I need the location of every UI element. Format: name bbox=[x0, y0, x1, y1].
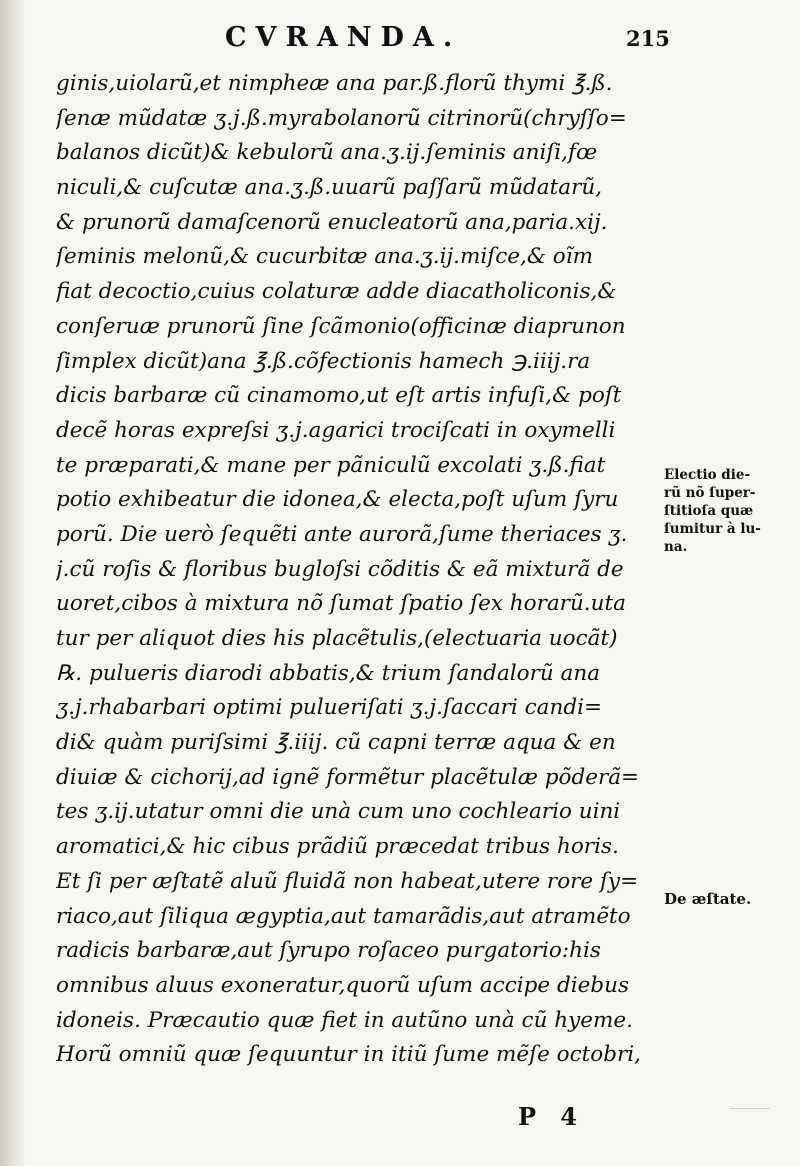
text-line: dicis barbaræ cũ cinamomo,ut eſt artis infuſi,& poſt bbox=[56, 383, 622, 409]
marginal-note-line: ſtitioſa quæ bbox=[664, 503, 754, 519]
text-line: tur per aliquot dies his placẽtulis,(electuaria uocãt) bbox=[56, 626, 618, 651]
text-line: niculi,& cuſcutæ ana.ʒ.ß.uuarũ paſſarũ mũdatarũ, bbox=[56, 175, 603, 201]
page-number: 215 bbox=[626, 26, 670, 51]
text-line: Horũ omniũ quæ ſequuntur in itiũ ſume mẽſe octobri, bbox=[56, 1042, 641, 1068]
marginal-note-line: na. bbox=[664, 539, 688, 555]
text-line: ſeminis melonũ,& cucurbitæ ana.ʒ.ij.miſce,& oĩm bbox=[56, 244, 594, 270]
text-line: aromatici,& hic cibus prãdiũ præcedat tribus horis. bbox=[56, 834, 619, 860]
text-line: potio exhibeatur die idonea,& electa,poſt uſum ſyru bbox=[56, 487, 619, 513]
text-line: di& quàm puriſsimi ℥.iiij. cũ capni terræ aqua & en bbox=[56, 730, 616, 756]
text-line: conſeruæ prunorũ ſine ſcãmonio(officinæ diaprunon bbox=[56, 313, 626, 339]
text-line: Et ſi per æſtatẽ aluũ fluidã non habeat,utere rore ſy= bbox=[56, 868, 639, 894]
text-line: omnibus aluus exoneratur,quorũ uſum accipe diebus bbox=[56, 972, 629, 998]
text-line: decẽ horas expreſsi ʒ.j.agarici trociſcati in oxymelli bbox=[56, 417, 616, 443]
text-line: & prunorũ damaſcenorũ enucleatorũ ana,paria.xij. bbox=[56, 209, 608, 235]
text-line: balanos dicũt)& kebulorũ ana.ʒ.ij.ſeminis aniſi,fœ bbox=[56, 140, 598, 166]
text-line: te præparati,& mane per pãniculũ excolati ʒ.ß.fiat bbox=[56, 452, 606, 478]
text-line: ginis,uiolarũ,et nimpheæ ana par.ß.florũ thymi ℥.ß. bbox=[56, 71, 613, 96]
bleed-through-mark bbox=[730, 1108, 770, 1125]
text-line: riaco,aut ſiliqua ægyptia,aut tamarãdis,aut atramẽto bbox=[56, 903, 631, 929]
signature-mark: P 4 bbox=[518, 1102, 586, 1131]
text-line: ℞. pulueris diarodi abbatis,& trium ſandalorũ ana bbox=[56, 660, 601, 686]
running-head: CVRANDA. bbox=[225, 22, 462, 53]
text-line: radicis barbaræ,aut ſyrupo roſaceo purgatorio:his bbox=[56, 938, 601, 964]
text-line: ſenæ mũdatæ ʒ.j.ß.myrabolanorũ citrinorũ(chryſſo= bbox=[56, 105, 627, 131]
marginal-note-de-aestate: De æſtate. bbox=[664, 890, 752, 908]
text-line: tes ʒ.ij.utatur omni die unà cum uno cochleario uini bbox=[56, 799, 621, 825]
marginal-note-line: Electio die- bbox=[664, 467, 751, 483]
page-gutter-shadow bbox=[0, 0, 26, 1166]
text-line: ſimplex dicũt)ana ℥.ß.cõfectionis hamech ℈.iiij.ra bbox=[56, 348, 591, 374]
marginal-note-line: rũ nõ ſuper- bbox=[664, 485, 756, 501]
marginal-note-electio bbox=[664, 466, 761, 556]
main-text-block bbox=[56, 67, 656, 1073]
text-line: uoret,cibos à mixtura nõ ſumat ſpatio ſex horarũ.uta bbox=[56, 591, 626, 617]
text-line: j.cũ roſis & floribus bugloſsi cõditis & eã mixturã de bbox=[56, 556, 624, 582]
text-line: ʒ.j.rhabarbari optimi pulueriſati ʒ.j.ſaccari candi= bbox=[56, 695, 602, 721]
text-line: diuiæ & cichorij,ad ignẽ formẽtur placẽtulæ põderã= bbox=[56, 764, 640, 790]
text-line: porũ. Die uerò ſequẽti ante aurorã,ſume theriaces ʒ. bbox=[56, 521, 628, 547]
text-line: idoneis. Præcautio quæ fiet in autũno unà cũ hyeme. bbox=[56, 1007, 633, 1033]
text-line: fiat decoctio,cuius colaturæ adde diacatholiconis,& bbox=[56, 279, 617, 305]
marginal-note-line: ſumitur à lu- bbox=[664, 521, 761, 537]
